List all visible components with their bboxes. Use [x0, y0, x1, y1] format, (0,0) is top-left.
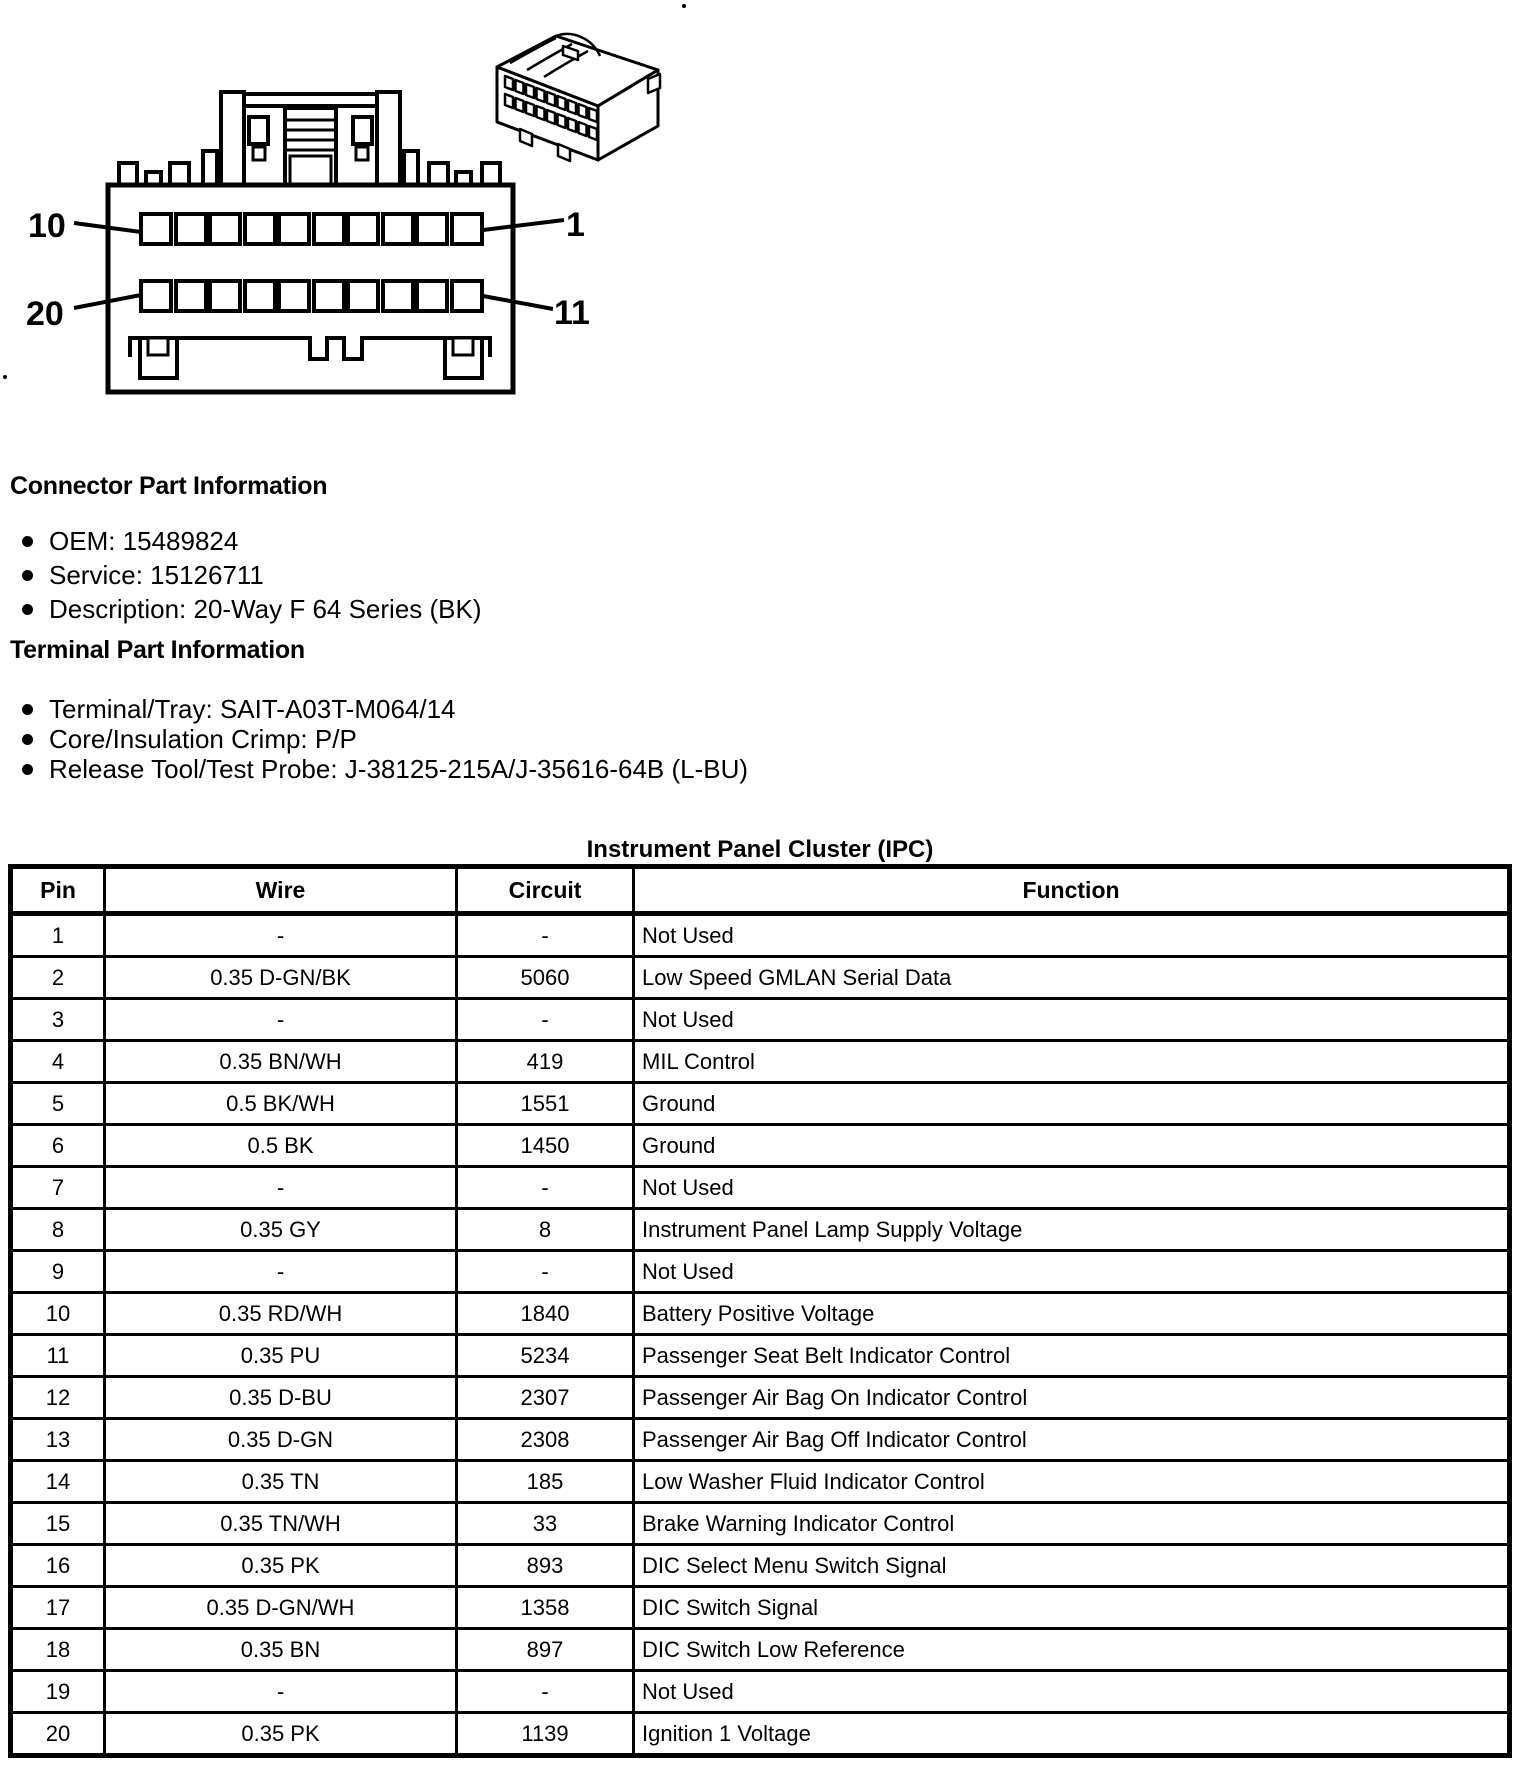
table-row [11, 999, 1510, 1041]
bullet-icon [22, 536, 33, 547]
pin-cell: 12 [11, 1377, 105, 1419]
right-wing-tab [404, 151, 418, 185]
wire-cell: 0.35 D-GN/BK [105, 957, 457, 999]
circuit-cell: - [457, 1671, 634, 1713]
table-row [11, 1629, 1510, 1671]
wire-cell: 0.35 PK [105, 1545, 457, 1587]
circuit-cell: 1551 [457, 1083, 634, 1125]
function-cell: Not Used [634, 1251, 1510, 1293]
circuit-cell: 5060 [457, 957, 634, 999]
connector-part-info-list [22, 524, 482, 626]
list-item [22, 524, 482, 558]
list-item [22, 724, 748, 754]
pin-cell: 3 [11, 999, 105, 1041]
left-wing-tab [203, 151, 217, 185]
table-row [11, 1335, 1510, 1377]
latch-left-hook-notch [253, 147, 265, 160]
function-cell: Battery Positive Voltage [634, 1293, 1510, 1335]
function-cell: Instrument Panel Lamp Supply Voltage [634, 1209, 1510, 1251]
connector-diagram [0, 0, 700, 420]
pin11-label: 11 [554, 294, 590, 332]
list-item [22, 694, 748, 724]
wire-cell: - [105, 1251, 457, 1293]
function-cell: Ground [634, 1125, 1510, 1167]
function-cell: Passenger Air Bag Off Indicator Control [634, 1419, 1510, 1461]
pin-cell: 8 [11, 1209, 105, 1251]
table-row [11, 1125, 1510, 1167]
table-row [11, 957, 1510, 999]
pin-cell: 13 [11, 1419, 105, 1461]
function-column-header: Function [634, 867, 1510, 914]
circuit-cell: - [457, 1251, 634, 1293]
wire-cell: - [105, 914, 457, 957]
table-row [11, 1671, 1510, 1713]
pin-cell: 14 [11, 1461, 105, 1503]
wire-cell: 0.35 BN/WH [105, 1041, 457, 1083]
wire-cell: - [105, 999, 457, 1041]
latch-center-window [290, 156, 331, 187]
function-cell: DIC Switch Low Reference [634, 1629, 1510, 1671]
table-row [11, 1083, 1510, 1125]
circuit-cell: - [457, 1167, 634, 1209]
function-cell: Not Used [634, 914, 1510, 957]
pin-cavity [141, 281, 171, 311]
latch-right-hook-notch [356, 147, 368, 160]
bullet-icon [22, 704, 33, 715]
bullet-icon [22, 734, 33, 745]
wire-cell: 0.35 PU [105, 1335, 457, 1377]
table-row [11, 1251, 1510, 1293]
bullet-icon [22, 764, 33, 775]
wire-column-header: Wire [105, 867, 457, 914]
bullet-icon [22, 570, 33, 581]
table-row [11, 1377, 1510, 1419]
circuit-column-header: Circuit [457, 867, 634, 914]
function-cell: Ground [634, 1083, 1510, 1125]
function-cell: DIC Select Menu Switch Signal [634, 1545, 1510, 1587]
list-item-text: Release Tool/Test Probe: J-38125-215A/J-35616-64B (L-BU) [49, 753, 749, 784]
latch-left-hook [249, 117, 268, 144]
pin10-label: 10 [28, 207, 66, 245]
circuit-cell: 33 [457, 1503, 634, 1545]
table-header [11, 867, 1510, 914]
wire-cell: 0.5 BK [105, 1125, 457, 1167]
table-row [11, 1209, 1510, 1251]
wire-cell: - [105, 1167, 457, 1209]
pin-cell: 4 [11, 1041, 105, 1083]
latch-left-pillar [221, 92, 244, 187]
pin-cavity [210, 281, 240, 311]
circuit-cell: 1358 [457, 1587, 634, 1629]
list-item [22, 592, 482, 626]
scan-dot [3, 375, 7, 379]
circuit-cell: 419 [457, 1041, 634, 1083]
circuit-cell: - [457, 999, 634, 1041]
list-item-text: Description: 20-Way F 64 Series (BK) [49, 593, 482, 624]
function-cell: Passenger Seat Belt Indicator Control [634, 1335, 1510, 1377]
pin-cavity [176, 214, 206, 244]
wire-cell: 0.35 D-GN [105, 1419, 457, 1461]
pin-cell: 10 [11, 1293, 105, 1335]
circuit-cell: 1139 [457, 1713, 634, 1756]
pin-cavity [417, 281, 447, 311]
table-row [11, 1041, 1510, 1083]
function-cell: DIC Switch Signal [634, 1587, 1510, 1629]
function-cell: MIL Control [634, 1041, 1510, 1083]
list-item [22, 558, 482, 592]
pin-cavity [417, 214, 447, 244]
table-row [11, 1293, 1510, 1335]
wire-cell: - [105, 1671, 457, 1713]
pin-cell: 15 [11, 1503, 105, 1545]
connector-front-view [108, 92, 513, 392]
function-cell: Not Used [634, 999, 1510, 1041]
pin-cavity [348, 281, 378, 311]
connector-isometric-view [497, 34, 660, 161]
circuit-cell: 2307 [457, 1377, 634, 1419]
pin-cavity [452, 214, 482, 244]
circuit-cell: 897 [457, 1629, 634, 1671]
pin-cavity [279, 281, 309, 311]
latch-right-pillar [377, 92, 400, 187]
circuit-cell: 1840 [457, 1293, 634, 1335]
circuit-cell: - [457, 914, 634, 957]
list-item-text: OEM: 15489824 [49, 525, 239, 556]
pin-cell: 6 [11, 1125, 105, 1167]
pin1-label: 1 [566, 206, 585, 244]
table-header-row [11, 867, 1510, 914]
pin-cavity [314, 281, 344, 311]
connector-part-info-heading: Connector Part Information [10, 472, 328, 500]
list-item-text: Service: 15126711 [49, 559, 264, 590]
pin-cavity [348, 214, 378, 244]
wire-cell: 0.5 BK/WH [105, 1083, 457, 1125]
pin-column-header: Pin [11, 867, 105, 914]
function-cell: Brake Warning Indicator Control [634, 1503, 1510, 1545]
pin-cavity [383, 281, 413, 311]
pin-cavity [279, 214, 309, 244]
table-row [11, 1167, 1510, 1209]
function-cell: Passenger Air Bag On Indicator Control [634, 1377, 1510, 1419]
circuit-cell: 893 [457, 1545, 634, 1587]
pin-cell: 7 [11, 1167, 105, 1209]
pin-cavity [141, 214, 171, 244]
wire-cell: 0.35 PK [105, 1713, 457, 1756]
wire-cell: 0.35 D-GN/WH [105, 1587, 457, 1629]
pin20-label: 20 [26, 295, 64, 333]
pin-cell: 9 [11, 1251, 105, 1293]
circuit-cell: 5234 [457, 1335, 634, 1377]
wire-cell: 0.35 RD/WH [105, 1293, 457, 1335]
wire-cell: 0.35 TN [105, 1461, 457, 1503]
latch-right-hook [353, 117, 372, 144]
bullet-icon [22, 604, 33, 615]
table-row [11, 1545, 1510, 1587]
pin-cell: 19 [11, 1671, 105, 1713]
function-cell: Not Used [634, 1167, 1510, 1209]
function-cell: Ignition 1 Voltage [634, 1713, 1510, 1756]
wire-cell: 0.35 BN [105, 1629, 457, 1671]
pin-cavity [452, 281, 482, 311]
function-cell: Low Speed GMLAN Serial Data [634, 957, 1510, 999]
pin-cell: 11 [11, 1335, 105, 1377]
wire-cell: 0.35 GY [105, 1209, 457, 1251]
pin-cell: 18 [11, 1629, 105, 1671]
table-row [11, 1503, 1510, 1545]
pin-cell: 1 [11, 914, 105, 957]
pin-cavity [383, 214, 413, 244]
pin-cell: 20 [11, 1713, 105, 1756]
pin-cell: 2 [11, 957, 105, 999]
wire-cell: 0.35 D-BU [105, 1377, 457, 1419]
table-row [11, 914, 1510, 957]
ipc-pinout-table [8, 864, 1512, 1758]
pin-cavity [314, 214, 344, 244]
terminal-part-info-heading: Terminal Part Information [10, 636, 305, 664]
pin-cell: 16 [11, 1545, 105, 1587]
pin-cavity [245, 281, 275, 311]
list-item-text: Terminal/Tray: SAIT-A03T-M064/14 [49, 693, 456, 724]
table-body [11, 914, 1510, 1756]
pin-cavity [245, 214, 275, 244]
pin-cavity [210, 214, 240, 244]
list-item-text: Core/Insulation Crimp: P/P [49, 723, 357, 754]
scan-dot [682, 4, 686, 8]
circuit-cell: 2308 [457, 1419, 634, 1461]
pin-cell: 5 [11, 1083, 105, 1125]
table-row [11, 1461, 1510, 1503]
pin-cavity [176, 281, 206, 311]
left-foot-hole [148, 338, 168, 355]
list-item [22, 754, 748, 784]
function-cell: Not Used [634, 1671, 1510, 1713]
latch-top-bar [244, 94, 377, 106]
table-row [11, 1587, 1510, 1629]
table-row [11, 1419, 1510, 1461]
pin-cell: 17 [11, 1587, 105, 1629]
right-foot-hole [453, 338, 473, 355]
wire-cell: 0.35 TN/WH [105, 1503, 457, 1545]
circuit-cell: 185 [457, 1461, 634, 1503]
terminal-part-info-list [22, 694, 748, 784]
function-cell: Low Washer Fluid Indicator Control [634, 1461, 1510, 1503]
circuit-cell: 1450 [457, 1125, 634, 1167]
table-title: Instrument Panel Cluster (IPC) [586, 836, 934, 863]
circuit-cell: 8 [457, 1209, 634, 1251]
table-row [11, 1713, 1510, 1756]
